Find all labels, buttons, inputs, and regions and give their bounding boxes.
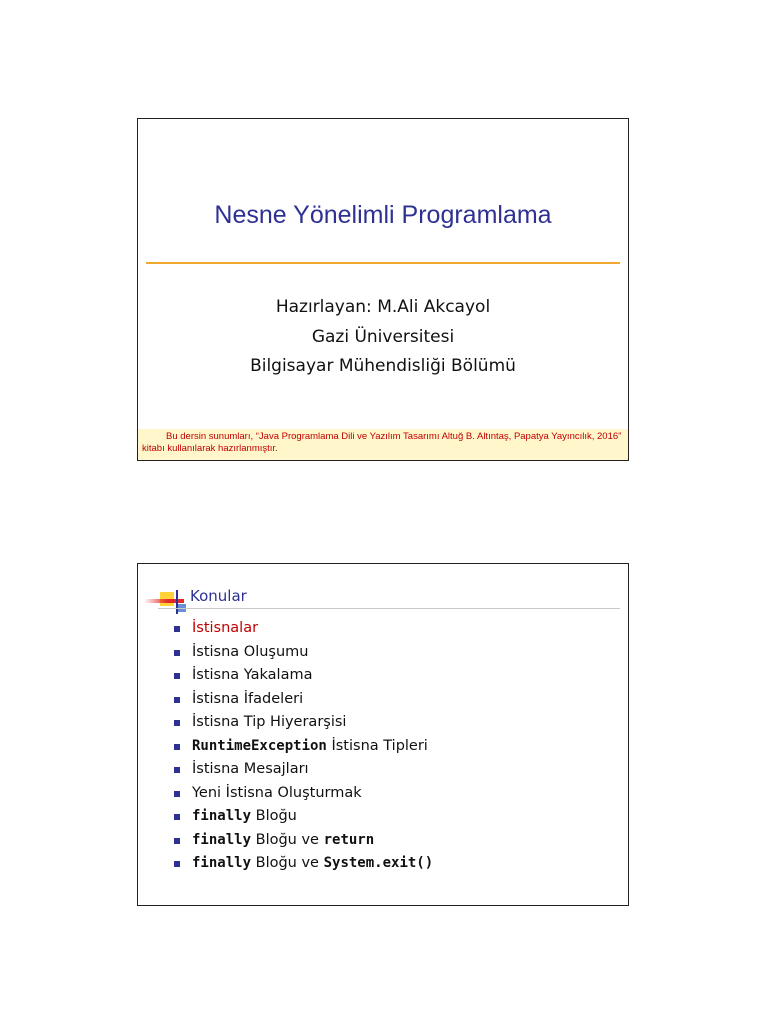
topic-text: İstisna Yakalama	[192, 667, 313, 683]
topic-text: İstisna Oluşumu	[192, 643, 309, 660]
topic-item	[174, 829, 433, 853]
title-slide	[137, 118, 629, 461]
topic-item	[174, 641, 433, 665]
square-bullet-icon	[174, 814, 180, 820]
topic-item	[174, 852, 433, 876]
topic-text: İstisna İfadeleri	[192, 690, 304, 707]
department-name: Bilgisayar Mühendisliği Bölümü	[250, 356, 516, 376]
topic-code-text: finally	[192, 855, 252, 871]
university-name: Gazi Üniversitesi	[311, 326, 455, 347]
topic-code-text: return	[323, 831, 375, 848]
topic-item	[174, 664, 433, 688]
heading-divider	[158, 608, 620, 609]
square-bullet-icon	[174, 697, 180, 703]
topic-code-text: RuntimeException	[192, 737, 327, 754]
square-bullet-icon	[174, 626, 180, 632]
author-block	[138, 293, 628, 382]
topic-text: İstisnalar	[192, 620, 259, 636]
topic-item	[174, 805, 433, 829]
topic-text: İstisna Tipleri	[326, 737, 428, 754]
square-bullet-icon	[174, 673, 180, 679]
square-bullet-icon	[174, 744, 180, 750]
topic-text: Bloğu	[251, 808, 297, 824]
topic-code-text: finally	[192, 808, 252, 824]
square-bullet-icon	[174, 861, 180, 867]
topic-item	[174, 711, 433, 735]
square-bullet-icon	[174, 720, 180, 726]
logo-red-bar	[144, 599, 184, 603]
topic-text: İstisna Mesajları	[192, 761, 309, 777]
topic-list	[174, 617, 433, 876]
topic-item	[174, 617, 433, 641]
topic-item	[174, 782, 433, 806]
square-bullet-icon	[174, 791, 180, 797]
author-line: Hazırlayan: M.Ali Akcayol	[275, 297, 491, 317]
topics-heading: Konular	[190, 587, 247, 605]
topic-item	[174, 735, 433, 759]
topic-code-text: finally	[192, 831, 252, 848]
title-divider	[146, 262, 620, 264]
topic-text: Yeni İstisna Oluşturmak	[192, 784, 362, 801]
topic-text: Bloğu ve	[251, 855, 324, 871]
square-bullet-icon	[174, 838, 180, 844]
topic-code-text: System.exit()	[323, 855, 434, 871]
square-bullet-icon	[174, 767, 180, 773]
slide-title: Nesne Yönelimli Programlama	[214, 201, 552, 229]
footer-note: Bu dersin sunumları, “Java Programlama Dili ve Yazılım Tasarımı Altuğ B. Altıntaş, Papatya Yayıncılık, 2016” kitabı kullanılarak hazırlanmıştır.	[138, 429, 628, 460]
topics-slide	[137, 563, 629, 906]
topic-text: İstisna Tip Hiyerarşisi	[192, 714, 347, 730]
topic-text: Bloğu ve	[251, 831, 324, 848]
topic-item	[174, 688, 433, 712]
topic-item	[174, 758, 433, 782]
square-bullet-icon	[174, 650, 180, 656]
